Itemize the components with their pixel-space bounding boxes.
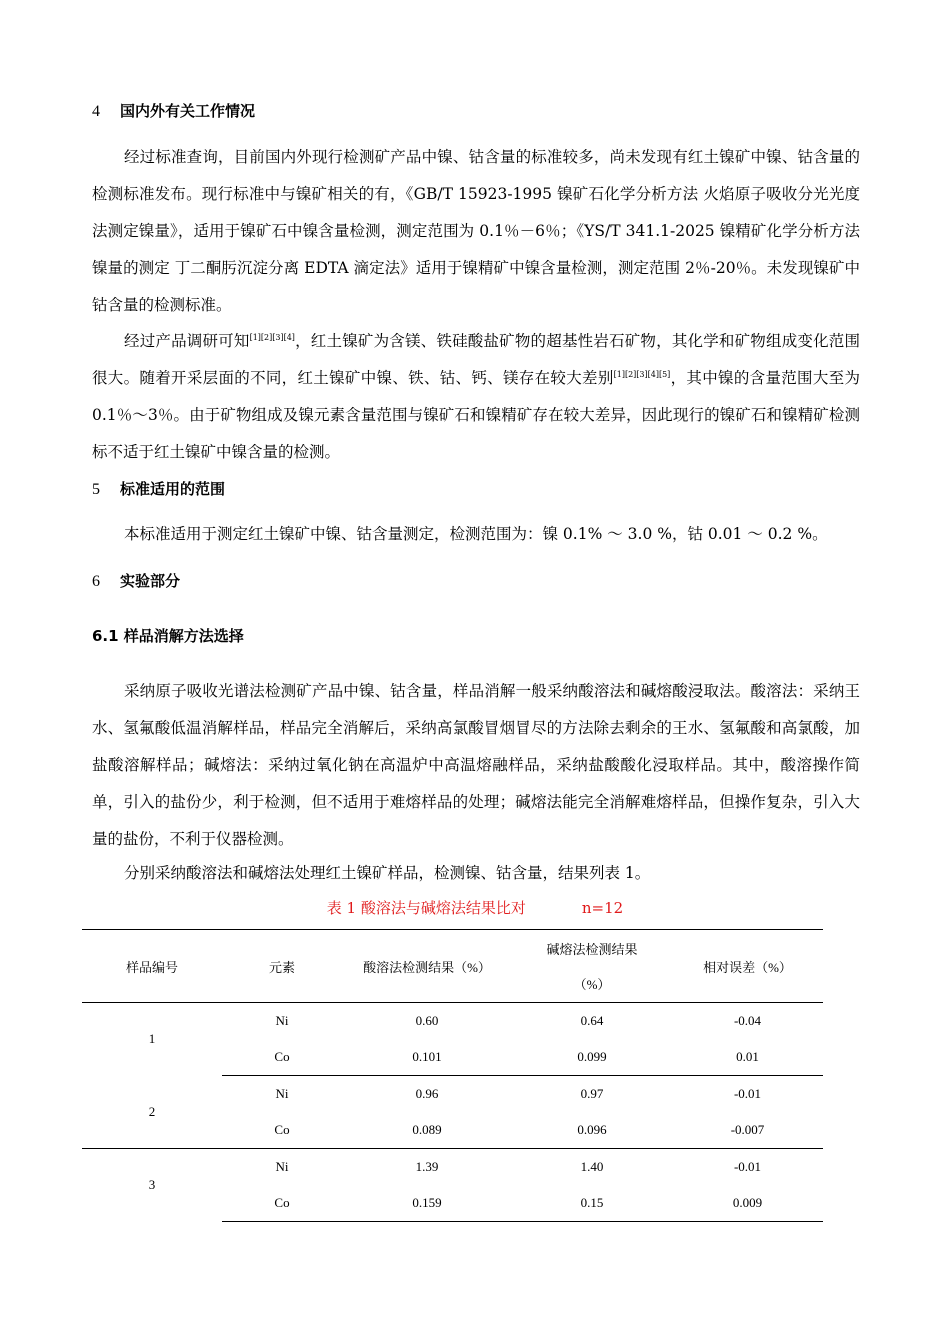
element-cell: Ni — [275, 1159, 289, 1174]
section-6-1-heading: 6.1 样品消解方法选择 — [92, 627, 244, 645]
header-element: 元素 — [222, 930, 342, 1003]
section-title: 国内外有关工作情况 — [120, 102, 256, 120]
table-caption-n: n=12 — [581, 899, 624, 917]
header-relative-error: 相对误差（%） — [672, 930, 823, 1003]
section-5-heading — [92, 478, 225, 499]
paragraph-scope: 本标准适用于测定红土镍矿中镍、钴含量测定，检测范围为：镍 0.1% ～ 3.0 %，钴 0.01 ～ 0.2 %。 — [124, 525, 828, 543]
header-alkali-result — [512, 930, 672, 1003]
table-row — [82, 1076, 823, 1113]
acid-cell: 1.39 — [415, 1159, 439, 1174]
header-alkali-line1: 碱熔法检测结果 — [546, 942, 638, 957]
alkali-cell: 0.096 — [512, 1112, 672, 1149]
element-cell: Ni — [275, 1013, 289, 1028]
section-4-heading — [92, 100, 255, 121]
header-sample-id: 样品编号 — [82, 930, 222, 1003]
acid-cell: 0.96 — [415, 1086, 439, 1101]
paragraph-table-intro: 分别采纳酸溶法和碱熔法处理红土镍矿样品，检测镍、钴含量，结果列表 1。 — [124, 864, 651, 882]
paragraph-product-research — [92, 323, 860, 471]
error-cell: 0.009 — [672, 1185, 823, 1222]
header-acid-result: 酸溶法检测结果（%） — [342, 930, 512, 1003]
acid-cell: 0.101 — [342, 1039, 512, 1076]
acid-cell: 0.60 — [415, 1013, 439, 1028]
table-caption — [0, 897, 950, 918]
error-cell: -0.007 — [672, 1112, 823, 1149]
paragraph-digestion-methods: 采纳原子吸收光谱法检测矿产品中镍、钴含量，样品消解一般采纳酸溶法和碱熔酸浸取法。酸溶法：采纳王水、氢氟酸低温消解样品，样品完全消解后，采纳高氯酸冒烟冒尽的方法除去剩余的王水、氢氟酸和高氯酸，加盐酸溶解样品；碱熔法：采纳过氧化钠在高温炉中高温熔融样品，采纳盐酸酸化浸取样品。其中，酸溶操作简单，引入的盐份少，利于检测，但不适用于难熔样品的处理；碱熔法能完全消解难熔样品，但操作复杂，引入大量的盐份，不利于仪器检测。 — [92, 682, 860, 848]
alkali-cell: 1.40 — [580, 1159, 604, 1174]
element-cell: Co — [222, 1039, 342, 1076]
section-number: 4 — [92, 103, 100, 120]
section-number: 6 — [92, 573, 100, 590]
section-number: 5 — [92, 481, 100, 498]
element-cell: Co — [222, 1112, 342, 1149]
table-row — [82, 1003, 823, 1040]
section-title: 实验部分 — [120, 572, 181, 590]
alkali-cell: 0.97 — [580, 1086, 604, 1101]
table-header-row — [82, 930, 823, 1003]
table-caption-title: 表 1 酸溶法与碱熔法结果比对 — [326, 899, 526, 917]
element-cell: Ni — [275, 1086, 289, 1101]
text-run: ，红土镍矿为含镁、铁硅酸盐矿物的超基性岩石矿物，其化学和矿物组成变化范围很大。随着开采层面的不同，红土镍矿中镍、铁、钴、钙、镁存在较大差别 — [92, 332, 860, 387]
error-cell: -0.01 — [733, 1159, 762, 1174]
alkali-cell: 0.15 — [512, 1185, 672, 1222]
paragraph-standards-survey: 经过标准查询，目前国内外现行检测矿产品中镍、钴含量的标准较多，尚未发现有红土镍矿中镍、钴含量的检测标准发布。现行标准中与镍矿相关的有，《GB/T 15923-1995 镍矿石化学分析方法 火焰原子吸收分光光度法测定镍量》，适用于镍矿石中镍含量检测，测定范围为 0.1％－6％；《YS/T 341.1-2025 镍精矿化学分析方法 镍量的测定 丁二酮肟沉淀分离 EDTA 滴定法》适用于镍精矿中镍含量检测，测定范围 2％-20％。未发现镍矿中钴含量的检测标准。 — [92, 148, 860, 314]
table-row — [82, 1149, 823, 1186]
acid-cell: 0.089 — [342, 1112, 512, 1149]
text-run: ，其中镍的含量范围大至为 0.1％～3％。由于矿物组成及镍元素含量范围与镍矿石和镍精矿存在较大差异，因此现行的镍矿石和镍精矿检测标不适于红土镍矿中镍含量的检测。 — [92, 369, 860, 461]
element-cell: Co — [222, 1185, 342, 1222]
alkali-cell: 0.099 — [512, 1039, 672, 1076]
sample-id-cell: 1 — [148, 1031, 156, 1047]
citation-ref: [1][2][3][4] — [249, 333, 295, 342]
alkali-cell: 0.64 — [580, 1013, 604, 1028]
error-cell: -0.01 — [733, 1086, 762, 1101]
text-run: 经过产品调研可知 — [124, 332, 250, 350]
sample-id-cell: 3 — [148, 1177, 156, 1193]
error-cell: 0.01 — [672, 1039, 823, 1076]
sample-id-cell: 2 — [82, 1076, 222, 1149]
comparison-table — [82, 929, 823, 1222]
citation-ref: [1][2][3][4][5] — [613, 370, 671, 379]
section-6-heading — [92, 570, 180, 591]
error-cell: -0.04 — [733, 1013, 762, 1028]
section-title: 标准适用的范围 — [120, 480, 226, 498]
acid-cell: 0.159 — [342, 1185, 512, 1222]
header-alkali-line2: （%） — [573, 977, 611, 992]
